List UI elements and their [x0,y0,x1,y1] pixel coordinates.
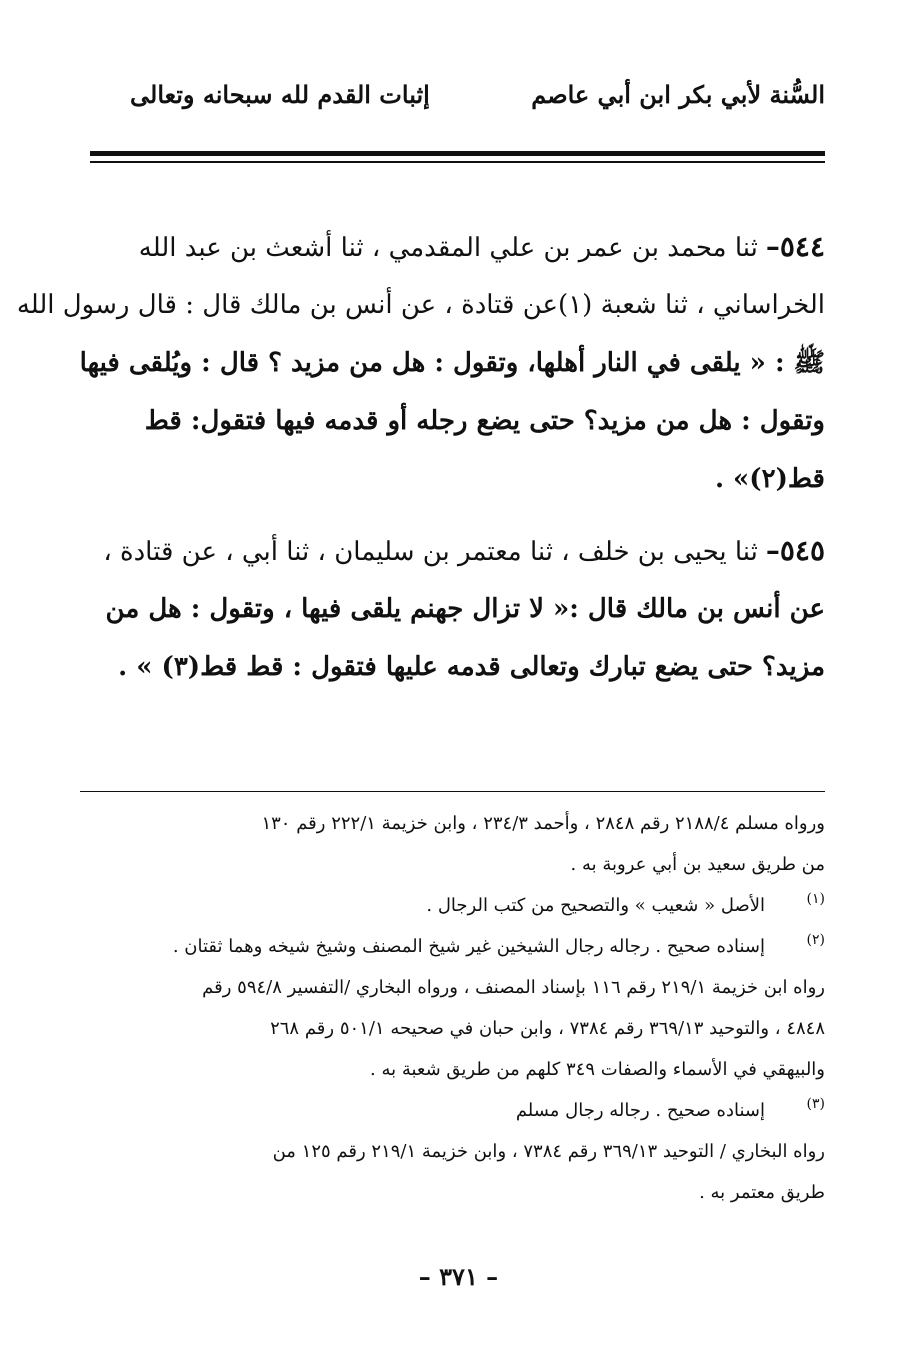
header-rule-thin [90,161,825,163]
footnote-line: من طريق سعيد بن أبي عروبة به . [570,854,825,875]
hadith-545-line-2: عن أنس بن مالك قال :« لا تزال جهنم يلقى فيها ، وتقول : هل من [105,594,825,624]
hadith-544-line-4: وتقول : هل من مزيد؟ حتى يضع رجله أو قدمه فيها فتقول: قط [144,406,825,436]
footnote-3: (٣) إسناده صحيح . رجاله رجال مسلم [80,1090,825,1131]
chapter-title: إثبات القدم لله سبحانه وتعالى [130,79,430,109]
footnote-line: رواه البخاري / التوحيد ٣٦٩/١٣ رقم ٧٣٨٤ ، وابن خزيمة ٢١٩/١ رقم ١٢٥ من [272,1141,825,1162]
footnote-line: ٤٨٤٨ ، والتوحيد ٣٦٩/١٣ رقم ٧٣٨٤ ، وابن حبان في صحيحه ٥٠١/١ رقم ٢٦٨ [270,1018,825,1039]
footnote-rule [80,791,825,792]
book-title: السُّنة لأبي بكر ابن أبي عاصم [531,79,825,109]
running-header [130,72,825,116]
footnote-line: طريق معتمر به . [699,1182,825,1203]
footnote-line: والبيهقي في الأسماء والصفات ٣٤٩ كلهم من طريق شعبة به . [370,1059,825,1080]
hadith-544-line-3: ﷺ : « يلقى في النار أهلها، وتقول : هل من مزيد ؟ قال : ويُلقى فيها [79,348,825,378]
hadith-545-line-3: مزيد؟ حتى يضع تبارك وتعالى قدمه عليها فتقول : قط قط(٣) » . [118,652,825,682]
page-number: – ٣٧١ – [418,1262,499,1291]
hadith-544-line-5: قط(٢)» . [714,464,825,494]
main-text [16,218,825,696]
footnotes [80,803,825,1213]
footnote-marker-3: (٣) [806,1096,825,1112]
footnote-marker-1: (١) [806,891,825,907]
footnote-line: رواه ابن خزيمة ٢١٩/١ رقم ١١٦ بإسناد المصنف ، ورواه البخاري /التفسير ٥٩٤/٨ رقم [202,977,825,998]
footnote-2: (٢) إسناده صحيح . رجاله رجال الشيخين غير شيخ المصنف وشيخ شيخه وهما ثقتان . [80,926,825,967]
footnote-marker-2: (٢) [806,932,825,948]
hadith-545-number: ٥٤٥– [765,534,825,567]
hadith-545-line-1: ٥٤٥–ثنا يحيى بن خلف ، ثنا معتمر بن سليمان ، ثنا أبي ، عن قتادة ، [103,534,825,567]
hadith-544-line-2: الخراساني ، ثنا شعبة (١)عن قتادة ، عن أنس بن مالك قال : قال رسول الله [16,290,825,320]
hadith-544-number: ٥٤٤– [765,230,825,263]
header-rule-thick [90,151,825,156]
footnote-line: ورواه مسلم ٢١٨٨/٤ رقم ٢٨٤٨ ، وأحمد ٢٣٤/٣ ، وابن خزيمة ٢٢٢/١ رقم ١٣٠ [261,813,825,834]
footnote-1: (١) الأصل « شعيب » والتصحيح من كتب الرجال . [80,885,825,926]
hadith-544-line-1: ٥٤٤–ثنا محمد بن عمر بن علي المقدمي ، ثنا أشعث بن عبد الله [138,230,825,263]
